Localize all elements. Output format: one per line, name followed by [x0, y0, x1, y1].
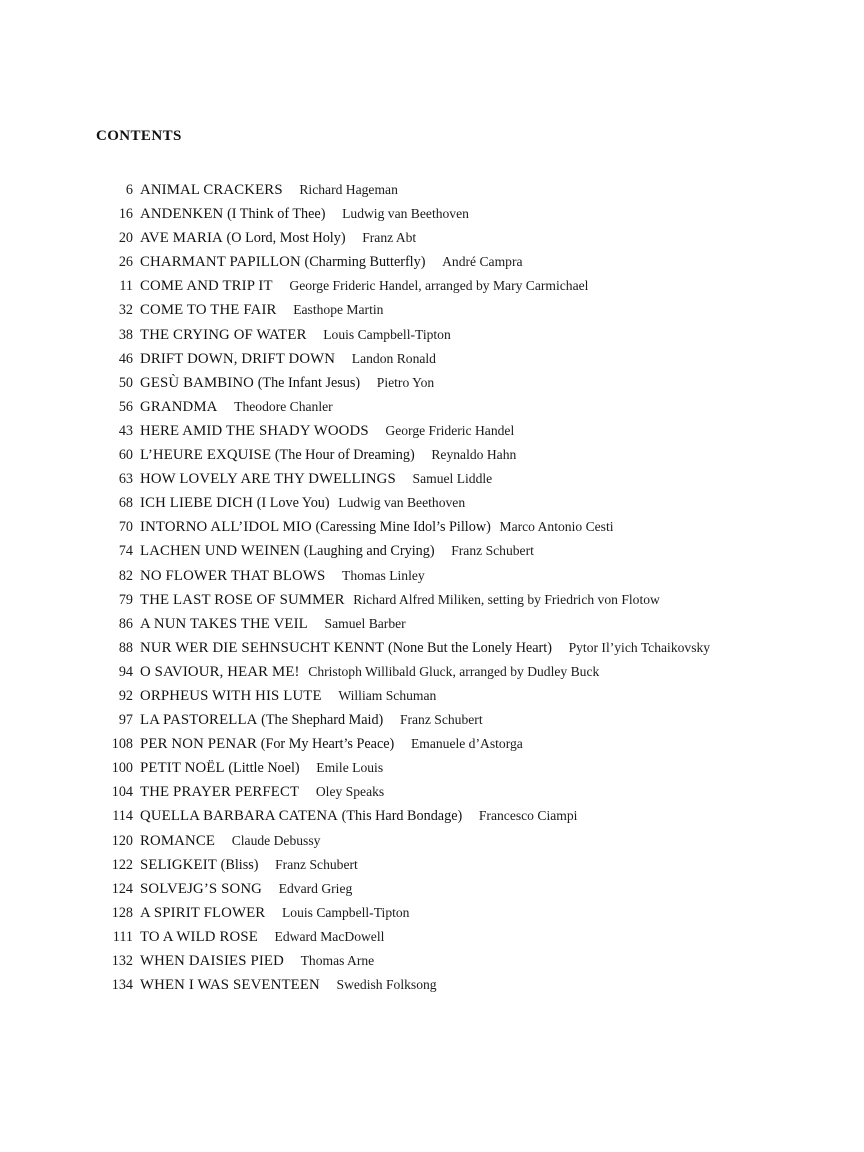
toc-entry-title: GESÙ BAMBINO [140, 374, 255, 391]
toc-entry-composer: Louis Campbell-Tipton [323, 326, 451, 342]
toc-entry-title: O SAVIOUR, HEAR ME! [140, 663, 300, 680]
toc-entry-title: ICH LIEBE DICH [140, 495, 254, 512]
toc-entry-composer: Louis Campbell-Tipton [281, 904, 410, 920]
toc-entry-subtitle: (O Lord, Most Holy) [226, 230, 346, 247]
toc-entry-page-number: 60 [118, 447, 133, 464]
toc-entry[interactable] [0, 419, 864, 443]
toc-entry-composer: Pietro Yon [376, 374, 435, 390]
toc-entry[interactable] [0, 708, 864, 732]
toc-entry-page-number: 50 [118, 374, 133, 391]
toc-entry-subtitle: (Little Noel) [228, 760, 300, 777]
toc-entry-body [140, 564, 425, 588]
toc-entry-page-number: 132 [111, 953, 133, 969]
toc-entry-title: SOLVEJG’S SONG [140, 880, 263, 897]
toc-entry-body [140, 660, 599, 684]
toc-entry-body [140, 780, 384, 804]
toc-entry-title: NUR WER DIE SEHNSUCHT KENNT [140, 639, 385, 656]
toc-entry-title: A NUN TAKES THE VEIL [140, 615, 308, 632]
toc-entry-composer: Francesco Ciampi [478, 808, 578, 824]
toc-entry-composer: Richard Alfred Miliken, setting by Friedrich von Flotow [353, 591, 660, 607]
toc-entry-body [140, 491, 465, 515]
page-title: CONTENTS [96, 128, 182, 144]
toc-entry-page-number: 128 [111, 904, 133, 921]
toc-entry-body [140, 250, 523, 274]
toc-entry[interactable] [0, 371, 864, 395]
toc-entry-title: TO A WILD ROSE [140, 928, 258, 945]
toc-entry-composer: Emile Louis [316, 760, 384, 776]
toc-entry-composer: Reynaldo Hahn [431, 447, 517, 463]
toc-entry[interactable] [0, 588, 864, 612]
toc-entry[interactable] [0, 202, 864, 226]
toc-entry[interactable] [0, 973, 864, 997]
toc-entry-composer: Edward MacDowell [274, 928, 385, 944]
toc-entry-subtitle: (Laughing and Crying) [303, 543, 435, 560]
toc-entry-title: ANDENKEN [140, 206, 224, 223]
toc-entry-composer: Ludwig van Beethoven [342, 206, 469, 222]
toc-entry-page-number: 68 [118, 495, 133, 512]
toc-entry-page-number: 88 [118, 639, 133, 656]
toc-entry-page-number: 70 [118, 519, 133, 536]
toc-entry-body [140, 853, 358, 877]
toc-entry-composer: Swedish Folksong [336, 977, 437, 993]
toc-entry-composer: Thomas Arne [300, 953, 375, 968]
toc-entry-body [140, 756, 383, 780]
toc-entry-composer: George Frideric Handel, arranged by Mary Carmichael [289, 278, 589, 294]
toc-entry-page-number: 114 [112, 808, 133, 825]
toc-entry[interactable] [0, 925, 864, 949]
toc-entry[interactable] [0, 539, 864, 563]
toc-entry-body [140, 371, 434, 395]
toc-entry[interactable] [0, 901, 864, 925]
toc-entry-composer: Franz Schubert [275, 856, 358, 872]
toc-entry-composer: André Campra [442, 254, 523, 270]
toc-entry-body [140, 202, 469, 226]
toc-entry[interactable] [0, 274, 864, 298]
toc-entry[interactable] [0, 347, 864, 371]
toc-entry[interactable] [0, 178, 864, 202]
toc-entry-page-number: 26 [118, 254, 133, 271]
toc-entry-page-number: 124 [111, 880, 133, 897]
toc-entry-body [140, 395, 333, 419]
toc-entry[interactable] [0, 756, 864, 780]
toc-entry[interactable] [0, 250, 864, 274]
toc-entry-page-number: 92 [118, 687, 133, 704]
toc-entry-title: WHEN I WAS SEVENTEEN [140, 977, 320, 994]
toc-entry-title: THE PRAYER PERFECT [140, 784, 300, 801]
toc-entry-page-number: 56 [118, 398, 133, 415]
toc-entry[interactable] [0, 684, 864, 708]
toc-entry-title: INTORNO ALL’IDOL MIO [140, 519, 312, 536]
toc-entry-body [140, 443, 516, 467]
toc-entry[interactable] [0, 467, 864, 491]
toc-entry-title: HOW LOVELY ARE THY DWELLINGS [140, 471, 396, 488]
toc-entry-page-number: 134 [111, 977, 133, 994]
toc-entry[interactable] [0, 853, 864, 877]
toc-entry-subtitle: (Caressing Mine Idol’s Pillow) [315, 519, 491, 536]
toc-entry-composer: George Frideric Handel [385, 422, 515, 438]
toc-entry-composer: Franz Schubert [451, 543, 534, 559]
toc-entry-title: COME AND TRIP IT [140, 278, 273, 295]
toc-entry-body [140, 347, 436, 371]
toc-entry-page-number: 43 [118, 422, 133, 439]
toc-entry-title: WHEN DAISIES PIED [140, 953, 284, 969]
toc-entry[interactable] [0, 660, 864, 684]
toc-entry-composer: Pytor Il’yich Tchaikovsky [568, 639, 711, 655]
toc-entry-body [140, 419, 514, 443]
toc-entry-body [140, 274, 588, 298]
toc-entry-title: NO FLOWER THAT BLOWS [140, 567, 326, 584]
toc-entry[interactable] [0, 829, 864, 853]
toc-entry-subtitle: (The Shephard Maid) [261, 712, 384, 729]
toc-entry-body [140, 588, 660, 612]
toc-entry-body [140, 539, 534, 563]
toc-entry-subtitle: (The Infant Jesus) [257, 374, 361, 391]
toc-entry-title: COME TO THE FAIR [140, 302, 277, 319]
toc-entry-title: LA PASTORELLA [140, 712, 258, 729]
toc-entry[interactable] [0, 298, 864, 322]
toc-entry-composer: Edvard Grieg [278, 880, 353, 896]
toc-entry-composer: Emanuele d’Astorga [410, 736, 523, 752]
toc-entry[interactable] [0, 877, 864, 901]
toc-entry-subtitle: (None But the Lonely Heart) [388, 639, 552, 656]
toc-entry-body [140, 949, 374, 973]
toc-entry-page-number: 86 [118, 615, 133, 632]
toc-entry-page-number: 11 [119, 278, 133, 295]
toc-entry[interactable] [0, 732, 864, 756]
toc-entry-title: ORPHEUS WITH HIS LUTE [140, 687, 322, 704]
toc-entry-title: A SPIRIT FLOWER [140, 904, 266, 921]
toc-entry-body [140, 636, 710, 660]
toc-entry-page-number: 108 [111, 736, 133, 753]
toc-entry[interactable] [0, 323, 864, 347]
toc-entry[interactable] [0, 949, 864, 973]
toc-entry-subtitle: (I Love You) [256, 495, 330, 512]
toc-entry-composer: Samuel Barber [324, 615, 406, 631]
toc-entry-title: QUELLA BARBARA CATENA [140, 808, 338, 825]
toc-entry-title: THE CRYING OF WATER [140, 326, 307, 343]
toc-entry-page-number: 16 [118, 206, 133, 223]
toc-entry-composer: Marco Antonio Cesti [499, 519, 614, 535]
toc-entry-composer: Landon Ronald [351, 350, 436, 366]
toc-entry[interactable] [0, 612, 864, 636]
toc-entry-composer: Claude Debussy [231, 832, 321, 848]
toc-entry-composer: Christoph Willibald Gluck, arranged by Dudley Buck [308, 663, 600, 679]
toc-entry-page-number: 46 [118, 350, 133, 367]
toc-entry-page-number: 6 [125, 182, 133, 198]
toc-entry-page-number: 74 [118, 543, 133, 560]
toc-entry-title: HERE AMID THE SHADY WOODS [140, 422, 369, 439]
toc-entry-body [140, 515, 614, 539]
toc-entry-composer: Franz Schubert [399, 712, 483, 728]
toc-entry[interactable] [0, 395, 864, 419]
toc-entry-page-number: 120 [111, 832, 133, 849]
toc-entry-body [140, 925, 384, 949]
toc-entry-body [140, 684, 436, 708]
toc-entry-body [140, 732, 523, 756]
toc-entry-composer: Richard Hageman [299, 182, 398, 197]
toc-entry-composer: William Schuman [338, 687, 437, 703]
toc-entry-title: DRIFT DOWN, DRIFT DOWN [140, 350, 336, 367]
toc-entry-body [140, 877, 352, 901]
toc-entry-body [140, 973, 437, 997]
toc-entry-title: THE LAST ROSE OF SUMMER [140, 591, 345, 608]
toc-entry-title: ROMANCE [140, 832, 216, 849]
toc-entry-composer: Easthope Martin [293, 302, 384, 318]
toc-entry-page-number: 63 [118, 471, 133, 488]
toc-entry-body [140, 298, 383, 322]
toc-entry-body [140, 178, 398, 202]
toc-entry[interactable] [0, 515, 864, 539]
toc-entry-subtitle: (This Hard Bondage) [341, 808, 463, 825]
toc-entry-title: SELIGKEIT [140, 856, 217, 873]
toc-entry-subtitle: (I Think of Thee) [227, 206, 326, 223]
toc-entry[interactable] [0, 226, 864, 250]
toc-entry[interactable] [0, 564, 864, 588]
toc-entry[interactable] [0, 636, 864, 660]
toc-entry-page-number: 111 [112, 928, 133, 945]
toc-entry[interactable] [0, 443, 864, 467]
toc-entry-title: L’HEURE EXQUISE [140, 447, 272, 464]
toc-entry-page-number: 79 [118, 591, 133, 608]
toc-entry-body [140, 829, 320, 853]
toc-entry-body [140, 708, 483, 732]
toc-entry-composer: Theodore Chanler [234, 398, 333, 414]
toc-entry-title: GRANDMA [140, 398, 218, 415]
toc-entry-page-number: 94 [118, 663, 133, 680]
toc-entry-title: PER NON PENAR [140, 736, 258, 753]
toc-entry-subtitle: (The Hour of Dreaming) [274, 447, 415, 464]
toc-entry-page-number: 38 [118, 326, 133, 343]
toc-entry-subtitle: (Charming Butterfly) [304, 254, 426, 271]
toc-entry-body [140, 323, 451, 347]
toc-entry-page-number: 122 [111, 856, 133, 873]
toc-entry-title: LACHEN UND WEINEN [140, 543, 301, 560]
toc-entry[interactable] [0, 804, 864, 828]
toc-entry-body [140, 612, 406, 636]
toc-entry-title: AVE MARIA [140, 230, 223, 247]
toc-entry-body [140, 226, 416, 250]
toc-entry-page-number: 32 [118, 302, 133, 319]
toc-entry[interactable] [0, 491, 864, 515]
toc-entry[interactable] [0, 780, 864, 804]
toc-entry-page-number: 104 [111, 784, 133, 801]
toc-entry-title: CHARMANT PAPILLON [140, 254, 301, 271]
toc-entry-composer: Thomas Linley [342, 567, 425, 583]
toc-entry-composer: Franz Abt [362, 230, 417, 246]
toc-entry-body [140, 804, 577, 828]
toc-entry-title: ANIMAL CRACKERS [140, 182, 283, 198]
toc-entry-title: PETIT NOËL [140, 760, 225, 777]
toc-entry-composer: Samuel Liddle [412, 471, 493, 487]
toc-entry-body [140, 901, 409, 925]
toc-entry-subtitle: (For My Heart’s Peace) [260, 736, 395, 753]
toc-entry-composer: Oley Speaks [315, 784, 385, 800]
toc-entry-page-number: 97 [118, 712, 133, 729]
toc-entry-composer: Ludwig van Beethoven [338, 495, 466, 511]
toc-entry-page-number: 20 [118, 230, 133, 247]
toc-entry-body [140, 467, 492, 491]
table-of-contents-list [0, 178, 864, 997]
toc-entry-page-number: 100 [111, 760, 133, 777]
toc-entry-page-number: 82 [118, 567, 133, 584]
toc-entry-subtitle: (Bliss) [220, 856, 259, 873]
